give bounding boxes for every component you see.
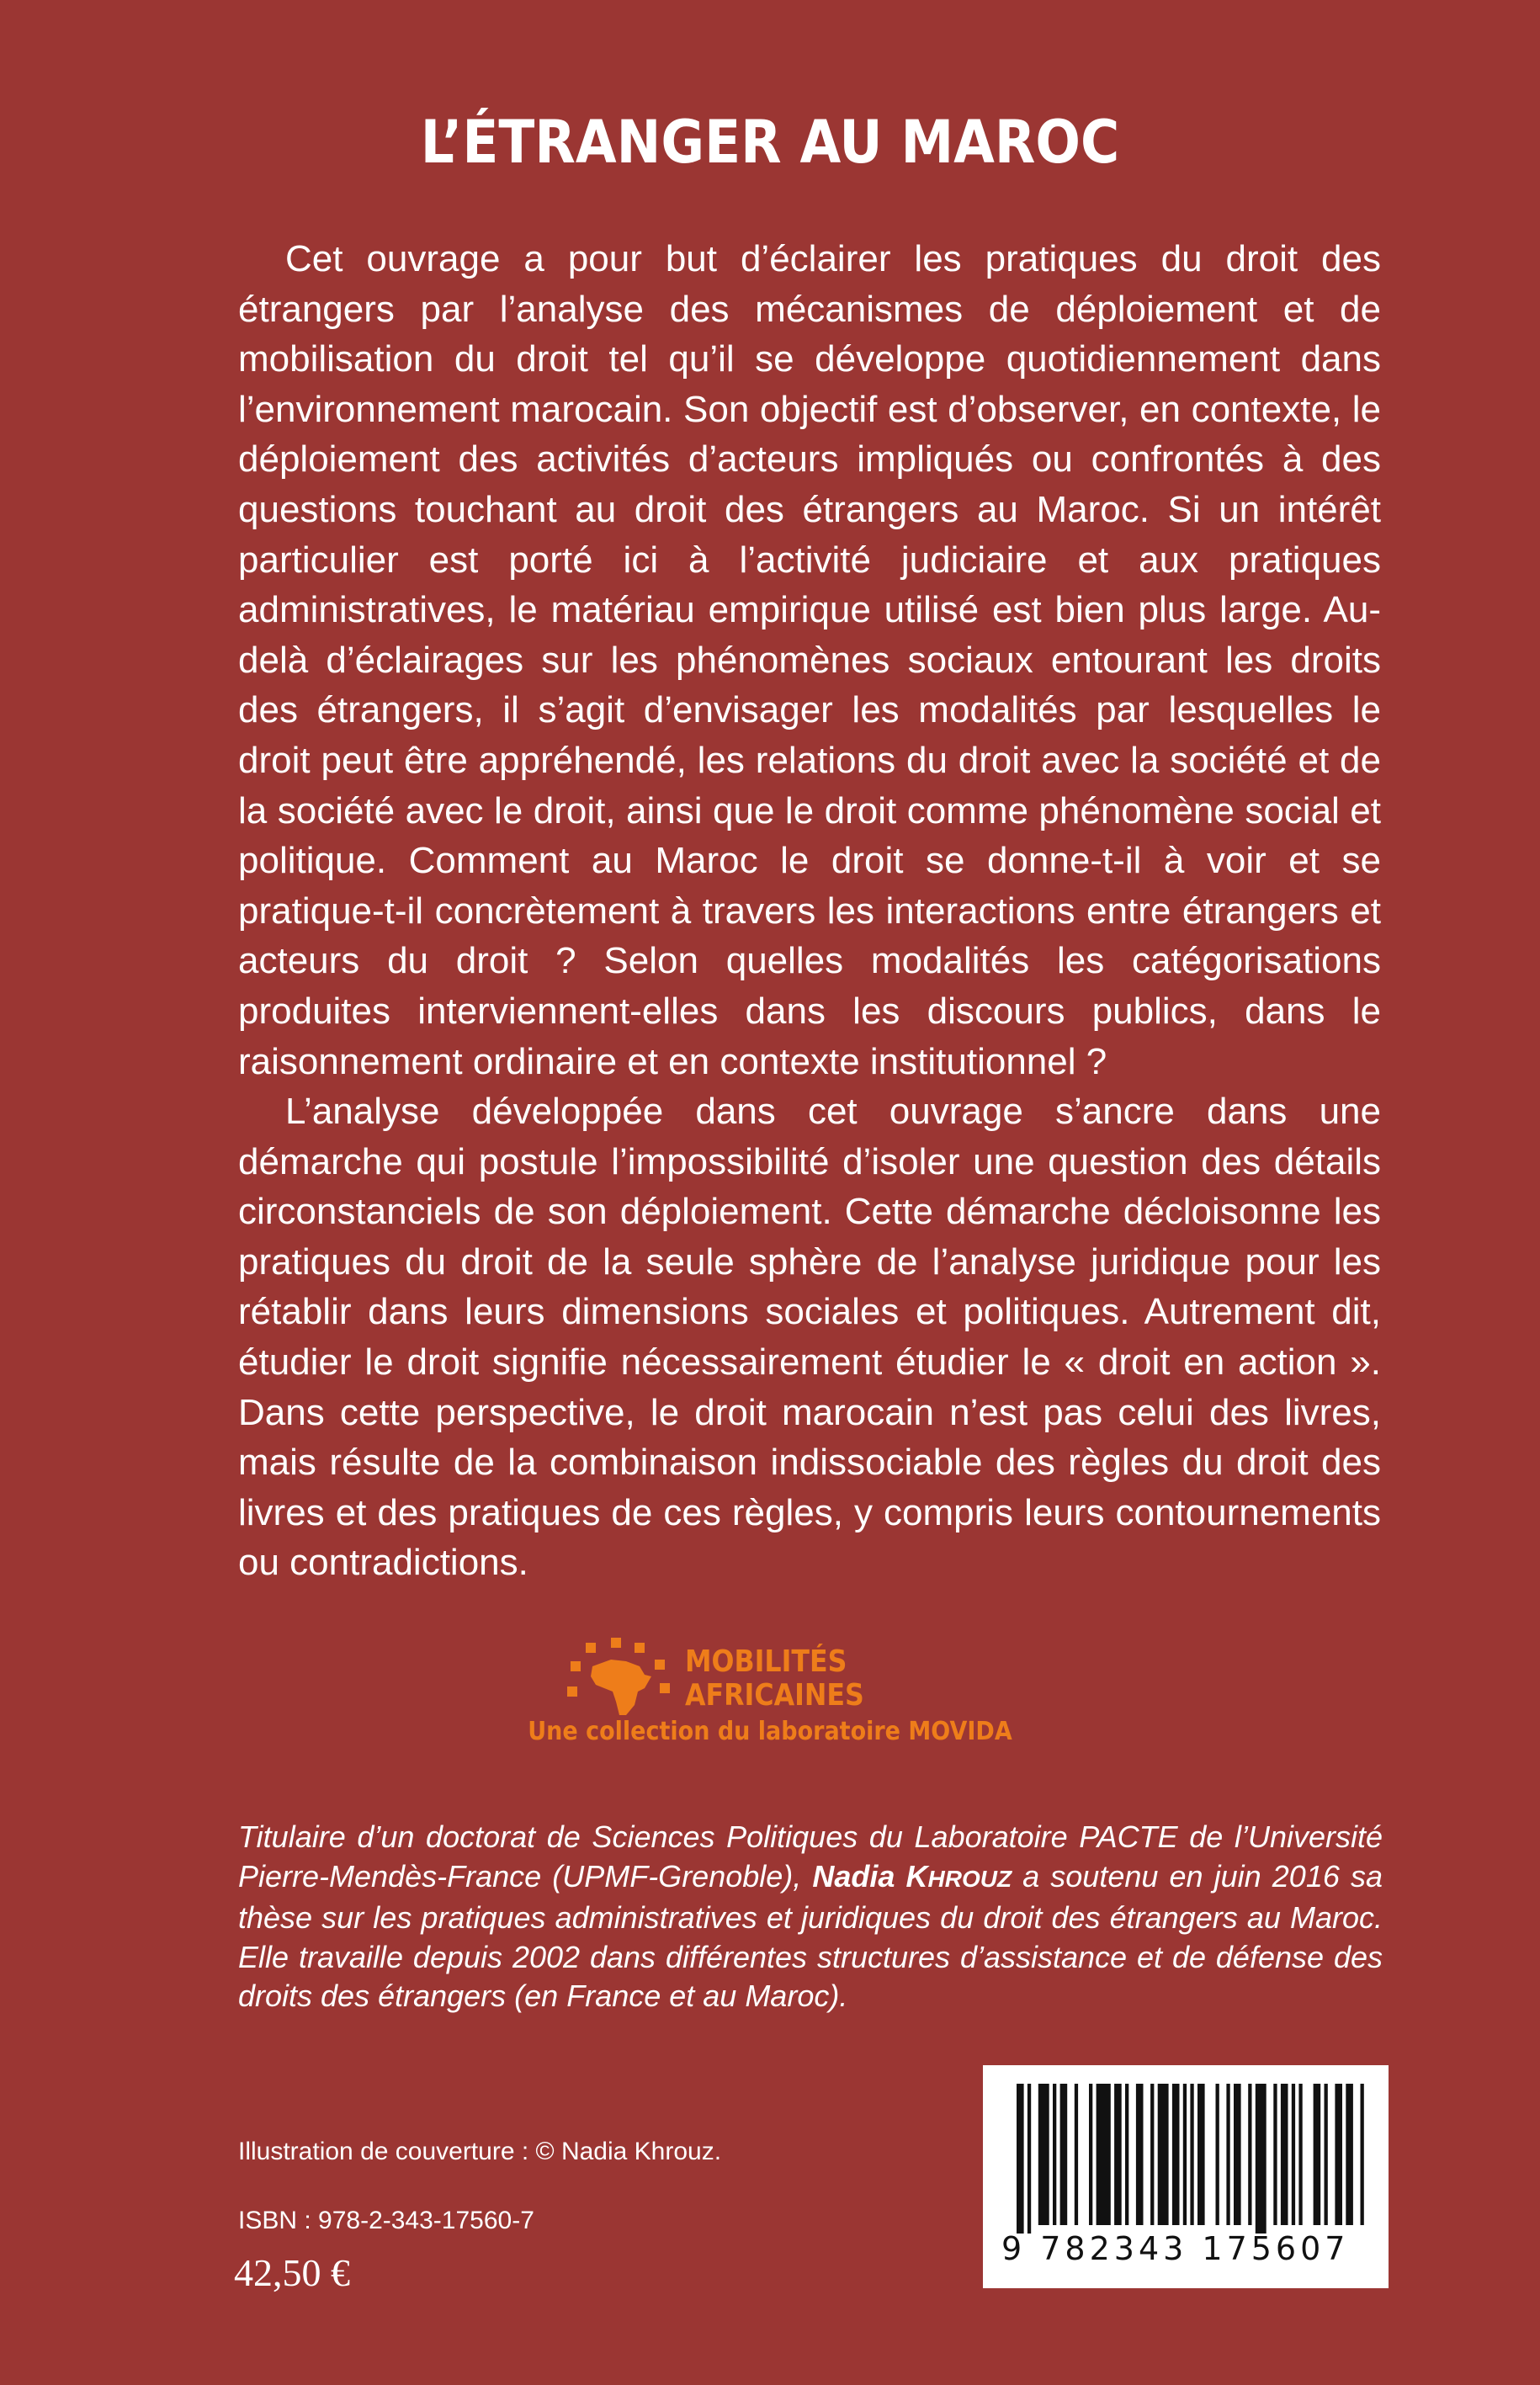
barcode-bar	[1172, 2084, 1180, 2225]
barcode-bar	[1256, 2084, 1267, 2234]
bio-intro: Titulaire d’un doctorat de Sciences Politiques du Laboratoire PACTE de l’Université Pierre-Mendès-France (UPMF-Grenoble),	[238, 1819, 1383, 1894]
price: 42,50 €	[234, 2251, 350, 2294]
barcode-bar	[1298, 2084, 1302, 2225]
barcode-bar	[1183, 2084, 1187, 2225]
barcode-bar	[1292, 2084, 1295, 2225]
description-paragraph-2: L’analyse développée dans cet ouvrage s’ancre dans une démarche qui postule l’impossibilité d’isoler une question des détails circonstanciels de son déploiement. Cette démarche décloisonne les pratiques du droit de la seule sphère de l’analyse juridique pour les rétablir dans leurs dimensions sociales et politiques. Autrement dit, étudier le droit signifie nécessairement étudier le « droit en action ». Dans cette perspective, le droit marocain n’est pas celui des livres, mais résulte de la combinaison indissociable des règles du droit des livres et des pratiques de ces règles, y compris leurs contournements ou contradictions.	[238, 1091, 1381, 1584]
barcode-bar	[1136, 2084, 1144, 2225]
barcode-bar	[1234, 2084, 1241, 2225]
barcode-bar	[1038, 2084, 1049, 2225]
barcode-bar	[1089, 2084, 1092, 2225]
author-name-first: Nadia K	[812, 1858, 928, 1894]
barcode-bar	[1017, 2084, 1024, 2234]
description	[238, 234, 1381, 1588]
barcode-bar	[1053, 2084, 1056, 2225]
author-bio	[238, 1818, 1383, 2016]
barcode	[983, 2065, 1389, 2288]
barcode-bar	[1216, 2084, 1219, 2225]
author-name-rest: HROUZ	[927, 1865, 1012, 1892]
barcode-bar	[1114, 2084, 1122, 2225]
cover-credit: Illustration de couverture : © Nadia Khrouz.	[238, 2138, 722, 2165]
barcode-bar	[1125, 2084, 1128, 2225]
barcode-bar	[1226, 2084, 1229, 2225]
barcode-bar	[1314, 2084, 1321, 2225]
barcode-bar	[1273, 2084, 1277, 2225]
barcode-bar	[1281, 2084, 1288, 2225]
barcode-bar	[1060, 2084, 1068, 2225]
description-paragraph-1: Cet ouvrage a pour but d’éclairer les pratiques du droit des étrangers par l’analyse des mécanismes de déploiement et de mobilisation du droit tel qu’il se développe quotidiennement dans l’environnement marocain. Son objectif est d’observer, en contexte, le déploiement des activités d’acteurs impliqués ou confrontés à des questions touchant au droit des étrangers au Maroc. Si un intérêt particulier est porté ici à l’activité judiciaire et aux pratiques administratives, le matériau empirique utilisé est bien plus large. Au-delà d’éclairages sur les phénomènes sociaux entourant les droits des étrangers, il s’agit d’envisager les modalités par lesquelles le droit peut être appréhendé, les relations du droit avec la société et de la société avec le droit, ainsi que le droit comme phénomène social et politique. Comment au Maroc le droit se donne-t-il à voir et se pratique-t-il concrètement à travers les interactions entre étrangers et acteurs du droit ? Selon quelles modalités les catégorisations produites interviennent-elles dans les discours publics, dans le raisonnement ordinaire et en contexte institutionnel ?	[238, 238, 1381, 1082]
author-name	[812, 1859, 1012, 1894]
barcode-bar	[1028, 2084, 1031, 2234]
logo-line-1: MOBILITÉS	[685, 1644, 847, 1679]
barcode-bar	[1150, 2084, 1154, 2225]
barcode-bar	[1097, 2084, 1111, 2225]
barcode-bar	[1158, 2084, 1169, 2225]
barcode-bar	[1361, 2084, 1364, 2225]
barcode-bar	[1190, 2084, 1193, 2225]
barcode-digits: 9 782343 175607	[1001, 2230, 1350, 2267]
logo-line-2: AFRICAINES	[685, 1678, 864, 1713]
barcode-bar	[1325, 2084, 1328, 2225]
barcode-bar	[1248, 2084, 1251, 2225]
collection-caption: Une collection du laboratoire MOVIDA	[528, 1717, 1012, 1746]
barcode-bar	[1197, 2084, 1205, 2225]
barcode-bar	[1075, 2084, 1078, 2225]
barcode-bar	[1335, 2084, 1342, 2225]
africa-map-icon	[567, 1638, 677, 1722]
book-title: L’ÉTRANGER AU MAROC	[420, 108, 1120, 177]
isbn: ISBN : 978-2-343-17560-7	[238, 2207, 534, 2234]
bio-rest: a soutenu en juin 2016 sa thèse sur les pratiques administratives et juridiques du droit des étrangers au Maroc. Elle travaille depuis 2002 dans différentes structures d’assistance et de défense des droits des étrangers (en France et au Maroc).	[238, 1858, 1383, 2013]
barcode-bar	[1346, 2084, 1353, 2225]
barcode-bars	[983, 2065, 1389, 2234]
